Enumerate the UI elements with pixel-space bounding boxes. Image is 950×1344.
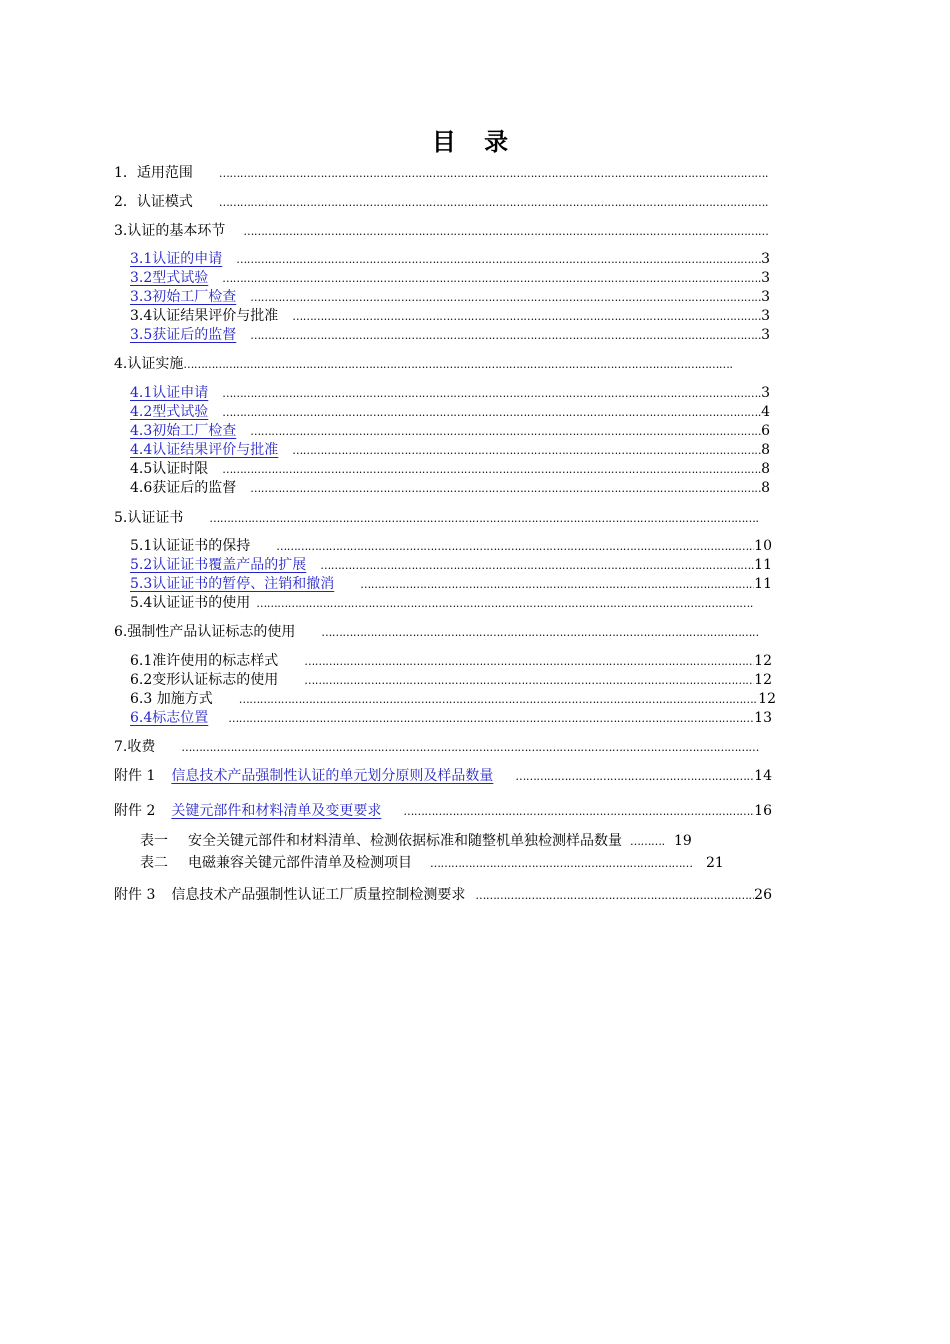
toc-leader-dots <box>222 384 761 403</box>
toc-entry-3-1[interactable] <box>130 250 770 269</box>
toc-page-number: 11 <box>754 557 772 573</box>
toc-page-number: 12 <box>754 672 772 688</box>
toc-entry-6-1 <box>130 652 772 671</box>
toc-leader-dots <box>403 802 754 821</box>
toc-leader-dots <box>243 222 768 241</box>
toc-page-number: 3 <box>761 327 770 343</box>
toc-leader-dots <box>276 537 754 556</box>
toc-leader-dots <box>630 832 664 851</box>
toc-entry-3-3[interactable] <box>130 288 770 307</box>
toc-link-3-1[interactable]: 3.1认证的申请 <box>130 251 223 267</box>
toc-entry-label: 5.4认证证书的使用 <box>130 595 251 611</box>
toc-leader-dots <box>360 575 754 594</box>
toc-entry-label: 7.收费 <box>114 739 156 755</box>
page-title: 目 录 <box>431 127 519 156</box>
toc-link-3-2[interactable]: 3.2型式试验 <box>130 270 209 286</box>
toc-entry-5-1 <box>130 537 772 556</box>
toc-appendix-label: 附件 3 <box>114 887 156 903</box>
toc-leader-dots <box>292 441 761 460</box>
toc-appendix-title: 信息技术产品强制性认证工厂质量控制检测要求 <box>171 887 466 903</box>
toc-entry-2 <box>114 193 768 212</box>
toc-table-title: 安全关键元部件和材料清单、检测依据标准和随整机单独检测样品数量 <box>188 833 622 849</box>
toc-leader-dots <box>515 767 754 786</box>
toc-page-number: 3 <box>761 385 770 401</box>
toc-leader-dots <box>256 594 754 613</box>
toc-leader-dots <box>321 623 760 642</box>
toc-entry-4-5 <box>130 460 770 479</box>
toc-entry-label: 4.5认证时限 <box>130 461 209 477</box>
toc-page-number: 12 <box>758 691 776 707</box>
toc-entry-3-2[interactable] <box>130 269 770 288</box>
toc-leader-dots <box>181 738 760 757</box>
toc-page-number: 11 <box>754 576 772 592</box>
toc-entry-label: 6.1准许使用的标志样式 <box>130 653 279 669</box>
toc-page-number: 12 <box>754 653 772 669</box>
toc-page-number: 13 <box>754 710 772 726</box>
toc-page-number: 8 <box>761 461 770 477</box>
toc-entry-label: 5.1认证证书的保持 <box>130 538 251 554</box>
toc-entry-5-2[interactable] <box>130 556 772 575</box>
toc-link-4-1[interactable]: 4.1认证申请 <box>130 385 209 401</box>
toc-leader-dots <box>430 854 692 873</box>
toc-link-3-5[interactable]: 3.5获证后的监督 <box>130 327 237 343</box>
toc-entry-label: 6.强制性产品认证标志的使用 <box>114 624 296 640</box>
toc-leader-dots <box>219 164 768 183</box>
toc-entry-5-4 <box>130 594 754 613</box>
toc-link-5-3[interactable]: 5.3认证证书的暂停、注销和撤消 <box>130 576 335 592</box>
toc-leader-dots <box>209 509 760 528</box>
toc-leader-dots <box>304 652 754 671</box>
toc-entry-label: 5.认证证书 <box>114 510 184 526</box>
toc-link-appendix-1[interactable]: 信息技术产品强制性认证的单元划分原则及样品数量 <box>171 768 494 784</box>
toc-leader-dots <box>250 326 761 345</box>
toc-entry-3-4 <box>130 307 770 326</box>
toc-entry-appendix-3 <box>114 886 772 905</box>
toc-entry-1 <box>114 164 768 183</box>
toc-page-number: 3 <box>761 251 770 267</box>
toc-leader-dots <box>250 422 761 441</box>
toc-leader-dots <box>236 250 761 269</box>
toc-entry-4-2[interactable] <box>130 403 770 422</box>
toc-leader-dots <box>219 193 768 212</box>
toc-page-number: 19 <box>674 833 692 849</box>
toc-table-title: 电磁兼容关键元部件清单及检测项目 <box>188 855 412 871</box>
toc-page-number: 3 <box>761 308 770 324</box>
toc-entry-label: 6.2变形认证标志的使用 <box>130 672 279 688</box>
toc-entry-table-2 <box>140 854 776 873</box>
toc-entry-label: 3.4认证结果评价与批准 <box>130 308 279 324</box>
toc-entry-3 <box>114 222 768 241</box>
toc-leader-dots <box>239 690 758 709</box>
toc-leader-dots <box>222 403 761 422</box>
toc-entry-appendix-2[interactable] <box>114 802 772 821</box>
toc-entry-5-3[interactable] <box>130 575 772 594</box>
toc-link-4-2[interactable]: 4.2型式试验 <box>130 404 209 420</box>
toc-entry-5 <box>114 509 760 528</box>
toc-entry-table-1 <box>140 832 776 851</box>
toc-page-number: 3 <box>761 289 770 305</box>
toc-leader-dots <box>222 460 761 479</box>
toc-page-number: 21 <box>706 855 724 871</box>
toc-leader-dots <box>320 556 754 575</box>
toc-leader-dots <box>250 288 761 307</box>
toc-page-number: 8 <box>761 480 770 496</box>
toc-leader-dots <box>222 269 761 288</box>
toc-entry-label: 1．适用范围 <box>114 165 193 181</box>
toc-entry-6 <box>114 623 760 642</box>
toc-entry-6-4[interactable] <box>130 709 772 728</box>
toc-entry-4-6 <box>130 479 770 498</box>
toc-entry-4-3[interactable] <box>130 422 770 441</box>
toc-page-number: 6 <box>761 423 770 439</box>
toc-table-label: 表二 <box>140 855 168 871</box>
toc-entry-4-1[interactable] <box>130 384 770 403</box>
toc-leader-dots <box>304 671 754 690</box>
toc-link-4-4[interactable]: 4.4认证结果评价与批准 <box>130 442 279 458</box>
toc-entry-4-4[interactable] <box>130 441 770 460</box>
toc-page-number: 3 <box>761 270 770 286</box>
toc-page-number: 4 <box>761 404 770 420</box>
toc-leader-dots <box>475 886 754 905</box>
toc-entry-4 <box>114 355 734 374</box>
toc-entry-7 <box>114 738 760 757</box>
toc-entry-6-2 <box>130 671 772 690</box>
toc-entry-6-3 <box>130 690 776 709</box>
toc-entry-label: 2．认证模式 <box>114 194 193 210</box>
toc-page-number: 14 <box>754 768 772 784</box>
toc-entry-label: 4.认证实施 <box>114 356 184 372</box>
toc-leader-dots <box>292 307 761 326</box>
toc-leader-dots <box>250 479 761 498</box>
toc-appendix-label: 附件 2 <box>114 803 156 819</box>
toc-link-3-3[interactable]: 3.3初始工厂检查 <box>130 289 237 305</box>
toc-page-number: 26 <box>754 887 772 903</box>
toc-appendix-label: 附件 1 <box>114 768 156 784</box>
toc-entry-3-5[interactable] <box>130 326 770 345</box>
toc-entry-label: 3.认证的基本环节 <box>114 223 226 239</box>
toc-table-label: 表一 <box>140 833 168 849</box>
toc-page-number: 8 <box>761 442 770 458</box>
toc-page-number: 10 <box>754 538 772 554</box>
toc-leader-dots <box>183 355 734 374</box>
toc-entry-label: 4.6获证后的监督 <box>130 480 237 496</box>
toc-link-appendix-2[interactable]: 关键元部件和材料清单及变更要求 <box>171 803 382 819</box>
toc-link-6-4[interactable]: 6.4标志位置 <box>130 710 209 726</box>
toc-leader-dots <box>228 709 754 728</box>
toc-link-5-2[interactable]: 5.2认证证书覆盖产品的扩展 <box>130 557 307 573</box>
toc-page-number: 16 <box>754 803 772 819</box>
toc-link-4-3[interactable]: 4.3初始工厂检查 <box>130 423 237 439</box>
toc-entry-appendix-1[interactable] <box>114 767 772 786</box>
toc-entry-label: 6.3 加施方式 <box>130 691 213 707</box>
